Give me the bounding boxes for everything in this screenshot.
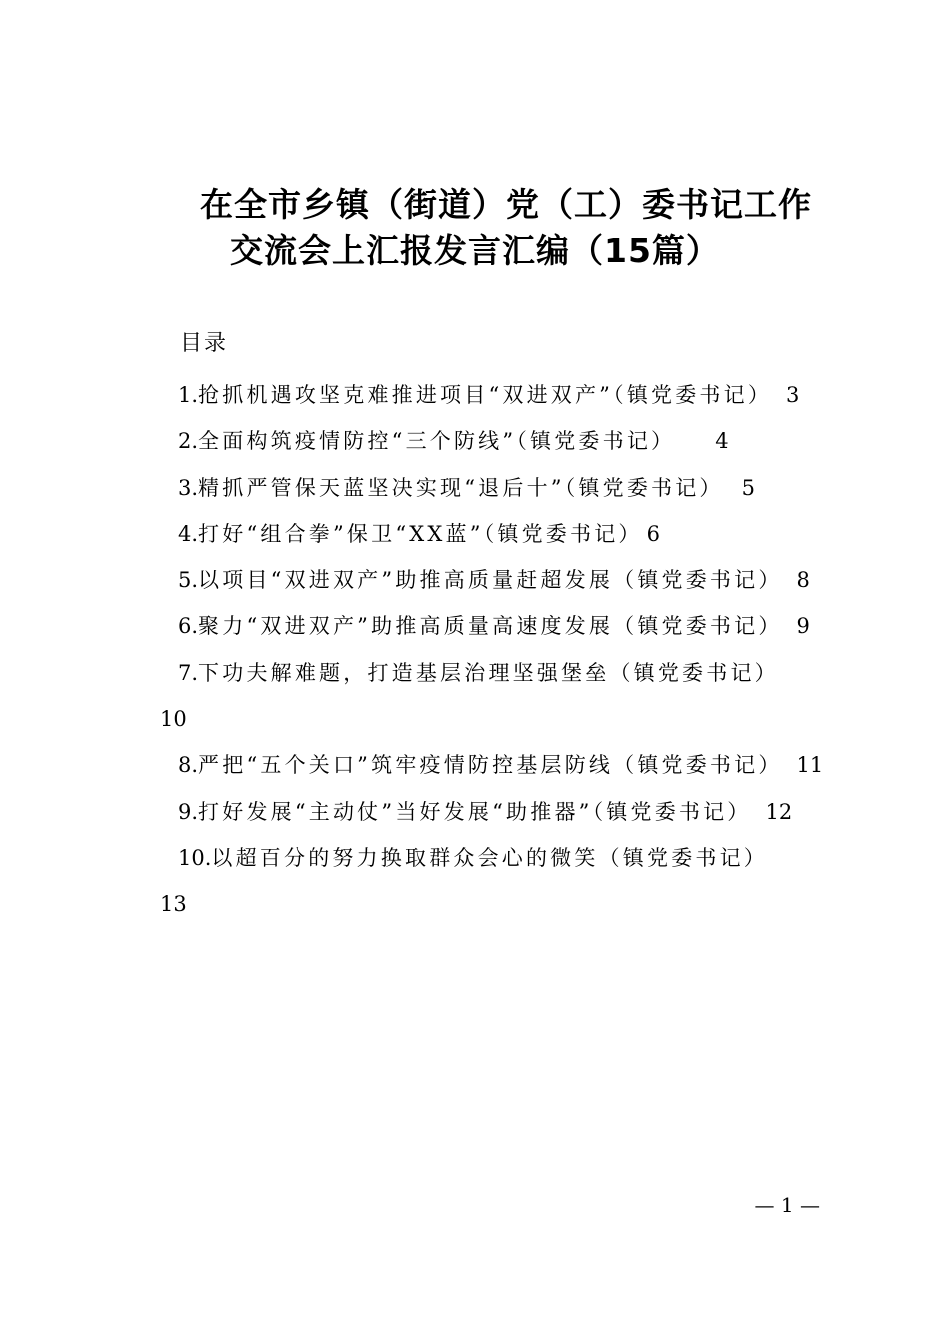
- page-number: — 1 —: [754, 1193, 820, 1217]
- toc-item-page: 9: [796, 614, 810, 639]
- toc-item-page: 12: [765, 799, 793, 824]
- toc-item-title: 全面构筑疫情防控“三个防线”（镇党委书记）: [198, 429, 676, 454]
- toc-item-number: 8.: [178, 753, 199, 778]
- toc-item-number: 10.: [178, 845, 212, 870]
- toc-item-number: 5.: [178, 568, 199, 593]
- toc-item-title: 精抓严管保天蓝坚决实现“退后十”（镇党委书记）: [198, 475, 724, 500]
- toc-item-7[interactable]: [130, 650, 830, 743]
- document-title-line-2: 交流会上汇报发言汇编（15篇）: [230, 231, 720, 270]
- toc-item-8[interactable]: [130, 742, 830, 788]
- toc-item-3[interactable]: [130, 465, 830, 511]
- toc-item-page: 5: [741, 475, 755, 500]
- toc-item-number: 3.: [178, 475, 199, 500]
- toc-item-title: 严把“五个关口”筑牢疫情防控基层防线（镇党委书记）: [198, 753, 783, 778]
- toc-item-2[interactable]: [130, 418, 830, 464]
- toc-item-title: 以超百分的努力换取群众会心的微笑（镇党委书记）: [211, 845, 769, 870]
- toc-item-number: 7.: [178, 660, 199, 685]
- toc-item-title: 抢抓机遇攻坚克难推进项目“双进双产”（镇党委书记）: [198, 383, 773, 407]
- toc-item-9[interactable]: [130, 789, 830, 835]
- toc-item-title: 下功夫解难题，打造基层治理坚强堡垒（镇党委书记）: [198, 660, 779, 685]
- toc-item-page: 13: [160, 892, 187, 917]
- toc-item-4[interactable]: [130, 511, 830, 557]
- toc-item-page: 6: [646, 521, 660, 546]
- toc-item-page: 3: [786, 383, 800, 407]
- toc-item-5[interactable]: [130, 557, 830, 603]
- toc-item-page: 11: [796, 753, 824, 778]
- toc-item-title: 聚力“双进双产”助推高质量高速度发展（镇党委书记）: [198, 614, 783, 639]
- toc-item-title: 打好“组合拳”保卫“XX蓝”（镇党委书记）: [198, 521, 643, 546]
- toc-item-number: 9.: [178, 799, 199, 824]
- toc-item-number: 2.: [178, 429, 199, 454]
- toc-item-10[interactable]: [130, 835, 830, 928]
- toc-item-page: 8: [796, 568, 810, 593]
- toc-heading: 目录: [180, 331, 229, 356]
- toc-item-number: 6.: [178, 614, 199, 639]
- document-title-line-1: 在全市乡镇（街道）党（工）委书记工作: [200, 185, 812, 224]
- toc-item-page: 10: [160, 707, 187, 732]
- toc-item-title: 以项目“双进双产”助推高质量赶超发展（镇党委书记）: [198, 568, 783, 593]
- toc-item-page: 4: [715, 429, 729, 454]
- toc-item-number: 4.: [178, 521, 199, 546]
- toc-item-6[interactable]: [130, 603, 830, 649]
- table-of-contents: [130, 372, 830, 928]
- toc-item-title: 打好发展“主动仗”当好发展“助推器”（镇党委书记）: [198, 799, 752, 824]
- toc-item-number: 1.: [178, 383, 199, 407]
- toc-item-1[interactable]: [130, 372, 830, 418]
